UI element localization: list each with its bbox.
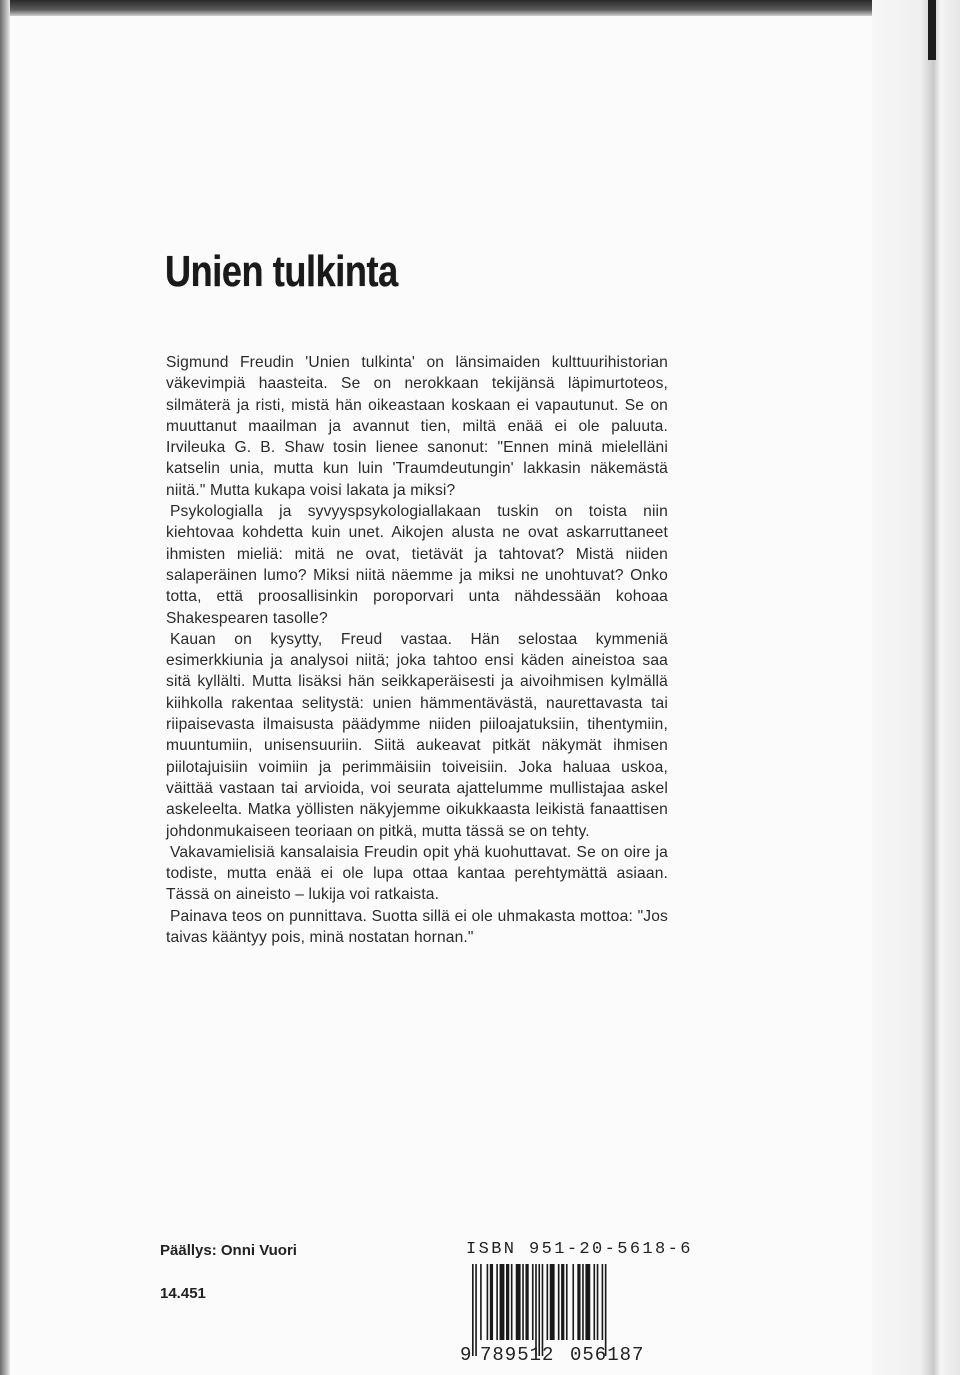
barcode-bar [547, 1264, 549, 1340]
barcode-graphic [458, 1262, 670, 1364]
barcode-bar [532, 1264, 534, 1340]
barcode-bar [602, 1264, 604, 1340]
barcode-bar [487, 1264, 489, 1340]
barcode-bar [585, 1264, 590, 1340]
barcode-bar [511, 1264, 513, 1340]
barcode-bar [472, 1264, 474, 1356]
barcode-digit-first: 9 [460, 1344, 472, 1364]
book-title: Unien tulkinta [165, 247, 398, 296]
barcode-bar [535, 1264, 537, 1356]
barcode-bar [522, 1264, 524, 1340]
barcode-bar [597, 1264, 599, 1340]
blurb-paragraph-4: Vakavamielisiä kansalaisia Freudin opit yhä kuohuttavat. Se on oire ja todiste, mutta enää ei ole lupa ottaa kantaa perehtymättä asiaan. Tässä on aineisto – lukija voi ratkaista. [166, 843, 668, 904]
barcode-bar [605, 1264, 607, 1356]
scan-edge-top [0, 0, 960, 16]
blurb-paragraph-5: Painava teos on punnittava. Suotta sillä ei ole uhmakasta mottoa: "Jos taivas kääntyy pois, minä nostatan hornan." [166, 907, 668, 947]
spine-shadow [928, 0, 936, 60]
barcode-bar [500, 1264, 505, 1340]
barcode-bar [558, 1264, 560, 1340]
barcode-bars [472, 1264, 606, 1356]
blurb-paragraph-2: Psykologialla ja syvyyspsykologiallakaan tuskin on toista niin kiehtovaa kohdetta kuin unet. Aikojen alusta ne ovat askarruttaneet ihmisten mieliä: mitä ne ovat, tietävät ja tahtovat? Mistä niiden salaperäinen lumo? Miksi niitä näemme ja miksi ne unohtuvat? Onko totta, että proosallisinkin poroporvari unta nähdessään kohoaa Shakespearen tasolle? [166, 503, 668, 627]
barcode-bar [582, 1264, 584, 1340]
barcode-bar [566, 1264, 568, 1340]
barcode-bar [496, 1264, 498, 1340]
catalog-code: 14.451 [160, 1285, 206, 1302]
scan-edge-left [0, 0, 10, 1375]
barcode-bar [480, 1264, 482, 1340]
blurb-paragraph-3: Kauan on kysytty, Freud vastaa. Hän selostaa kymmeniä esimerkkiunia ja analysoi niitä; joka tahtoo ensi käden aineistoa saa sitä kyllälti. Mutta lisäksi hän seikkaperäisesti ja aivoihmisen kylmällä kiihkolla rakentaa selitystä: unien hämmentävästä, naurettavasta tai riipaisevasta ilmaisusta päädymme niiden piiloajatuksiin, tihentymiin, muuntumiin, unisensuuriin. Siitä aukeavat pitkät näkymät ihmisen piilotajuisiin voimiin ja perimmäisiin toiveisiin. Joka haluaa uskoa, väittää vastaan tai arvioida, voi seurata ajattelumme mullistajaa askel askeleelta. Matka yöllisten näkyjemme oikukkaasta leikistä fanaattisen johdonmukaiseen teoriaan on pitkä, mutta tässä se on tehty. [166, 630, 668, 840]
barcode-bar [542, 1264, 544, 1356]
blurb-paragraph-1: Sigmund Freudin 'Unien tulkinta' on länsimaiden kulttuurihistorian väkevimpiä haasteita. Se on nerokkaan tekijänsä läpimurtoteos, silmäterä ja risti, mistä hän oikeastaan koskaan ei vapautunut. Se on muuttanut maailman ja avannut tien, miltä enää ei ole paluuta. Irvileuka G. B. Shaw tosin lienee sanonut: "Ennen minä mielelläni katselin unia, mutta kun luin 'Traumdeutungin' lakkasin näkemästä niitä." Mutta kukapa voisi lakata ja miksi? [166, 354, 668, 499]
barcode-bar [490, 1264, 493, 1340]
barcode-bar [550, 1264, 555, 1340]
barcode-bar [572, 1264, 574, 1340]
barcode-bar [506, 1264, 509, 1340]
barcode-bar [538, 1264, 540, 1356]
blurb-text [166, 352, 668, 948]
barcode-digits-right: 056187 [570, 1344, 645, 1364]
barcode-bar [525, 1264, 528, 1340]
cover-designer-credit: Päällys: Onni Vuori [160, 1242, 297, 1259]
barcode-digits-left: 789512 [480, 1344, 555, 1364]
barcode-bar [475, 1264, 477, 1356]
book-spine-edge [872, 0, 960, 1375]
barcode-bar [561, 1264, 564, 1340]
isbn-label: ISBN 951-20-5618-6 [466, 1240, 693, 1259]
barcode-bar [594, 1264, 596, 1340]
barcode [458, 1262, 670, 1364]
barcode-bar [516, 1264, 521, 1340]
barcode-bar [577, 1264, 580, 1340]
